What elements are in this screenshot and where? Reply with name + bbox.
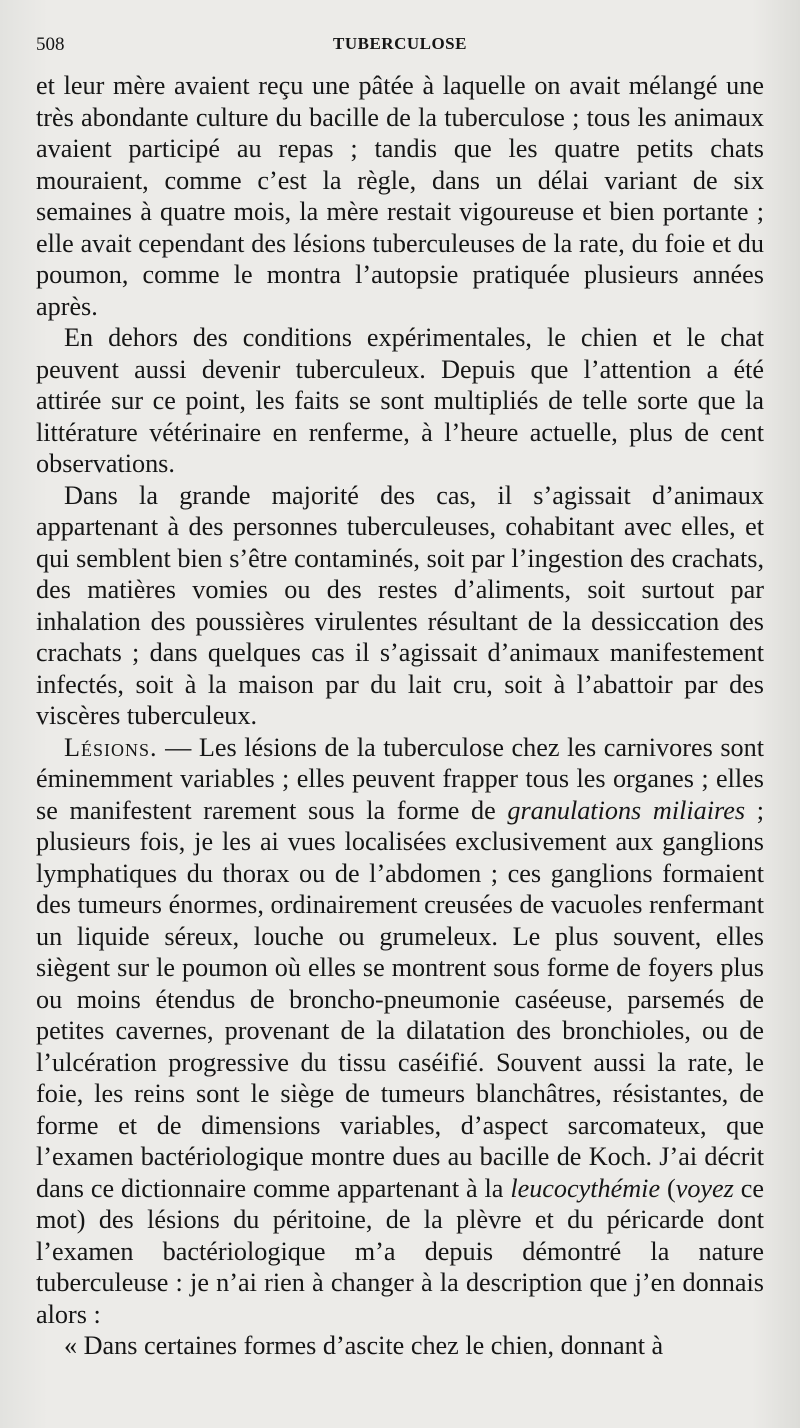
page-header [36, 30, 764, 70]
paragraph: En dehors des conditions expérimentales, le chien et le chat peuvent aussi devenir tuberculeux. Depuis que l’attention a été attirée sur ce point, les faits se sont multipliés de telle sorte que la littérature vétérinaire en renferme, à l’heure actuelle, plus de cent observations. [36, 323, 764, 478]
italic-term: voyez [675, 1173, 734, 1203]
section-heading-lesions: Lésions. [64, 732, 158, 762]
paragraph-text: — Les lésions de la tuberculose chez les carnivores sont éminemment variables ; elles peuvent frapper tous les organes ; elles se manifestent rarement sous la forme de [36, 732, 764, 825]
paragraph-quote-start: « Dans certaines formes d’ascite chez le chien, donnant à [64, 1331, 664, 1360]
italic-term: leucocythémie [510, 1173, 661, 1203]
running-title: TUBERCULOSE [333, 34, 467, 53]
paragraph-lesions [36, 732, 764, 1331]
paragraph-text: ; plusieurs fois, je les ai vues localisées exclusivement aux ganglions lymphatiques du thorax ou de l’abdomen ; ces ganglions formaient des tumeurs énormes, ordinairement creusées de vacuoles renfermant un liquide séreux, louche ou grumeleux. Le plus souvent, elles siègent sur le poumon où elles se montrent sous forme de foyers plus ou moins étendus de broncho-pneumonie caséeuse, parsemés de petites cavernes, provenant de la dilatation des bronchioles, ou de l’ulcération progressive du tissu caséifié. Souvent aussi la rate, le foie, les reins sont le siège de tumeurs blanchâtres, résistantes, de forme et de dimensions variables, d’aspect sarcomateux, que l’examen bactériologique montre dues au bacille de Koch. J’ai décrit dans ce dictionnaire comme appartenant à la [36, 795, 764, 1203]
italic-term: granulations miliaires [507, 795, 746, 825]
page-number: 508 [36, 34, 65, 55]
paragraph: Dans la grande majorité des cas, il s’agissait d’animaux appartenant à des personnes tuberculeuses, cohabitant avec elles, et qui semblent bien s’être contaminés, soit par l’ingestion des crachats, des matières vomies ou des restes d’aliments, soit surtout par inhalation des poussières virulentes résultant de la dessiccation des crachats ; dans quelques cas il s’agissait d’animaux manifestement infectés, soit à la maison par du lait cru, soit à l’abattoir par des viscères tuberculeux. [36, 480, 764, 730]
body-text [36, 70, 764, 1362]
paragraph-text: ( [660, 1173, 676, 1203]
paragraph-text: ce mot) des lésions du péritoine, de la plèvre et du péricarde dont l’examen bactériologique m’a depuis démontré la nature tuberculeuse : je n’ai rien à changer à la description que j’en donnais alors : [36, 1173, 764, 1329]
paragraph-continued: et leur mère avaient reçu une pâtée à laquelle on avait mélangé une très abondante culture du bacille de la tuberculose ; tous les animaux avaient participé au repas ; tandis que les quatre petits chats mouraient, comme c’est la règle, dans un délai variant de six semaines à quatre mois, la mère restait vigoureuse et bien portante ; elle avait cependant des lésions tuberculeuses de la rate, du foie et du poumon, comme le montra l’autopsie pratiquée plusieurs années après. [36, 71, 764, 321]
